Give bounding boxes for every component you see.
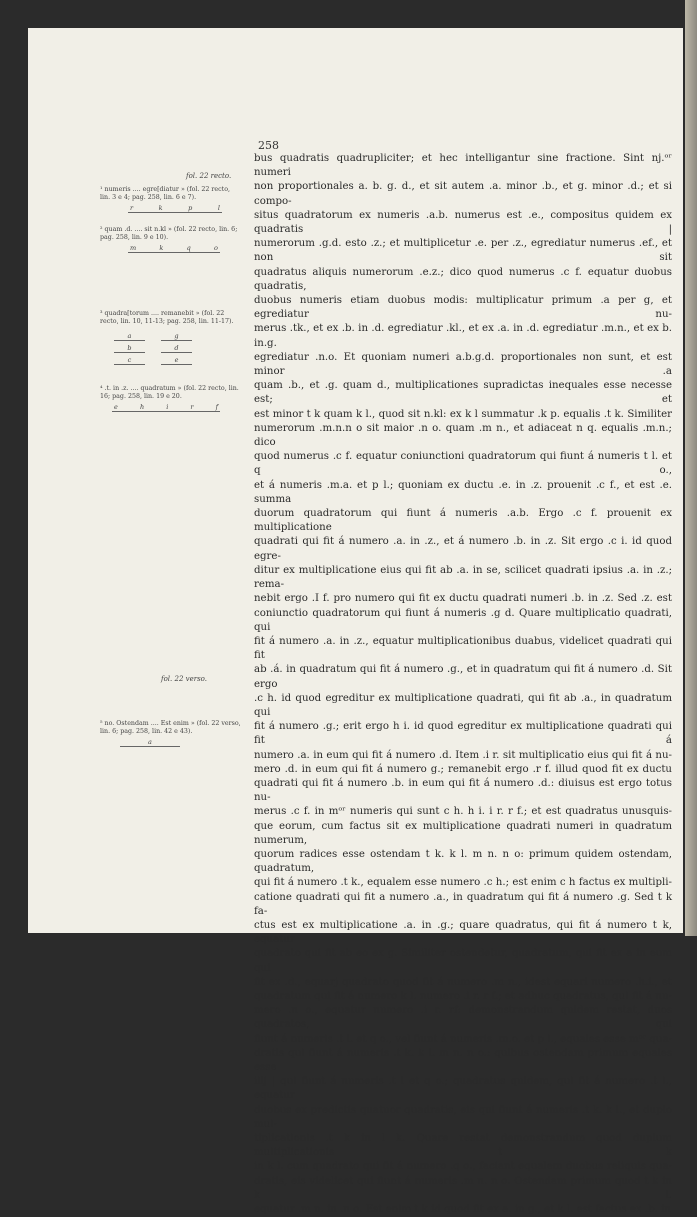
fig-letter: e <box>114 403 118 411</box>
text-line: merus .c f. in mᵒʳ numeris qui sunt c h. h i. i r. r f.; et est quadratus unusquis- <box>254 806 672 818</box>
fig-letter: o <box>214 244 218 252</box>
text-line: dratis qui fiunt á numeris .t k. k l. m n. n o.: quibus ostendam primum equales esse <box>254 1047 672 1073</box>
text-line: ab .á. in quadratum qui fit á numero .g., et in quadratum qui fit á numero .d. Sit ergo <box>254 664 672 690</box>
note-figure-2 <box>128 244 220 253</box>
folio-reference-recto: fol. 22 recto. <box>186 172 232 180</box>
text-line: fit á numero .a. in .z., equatur multiplicationibus duabus, videlicet quadrati qui fit <box>254 635 672 662</box>
text-line: tiplicationis .t k in l k. Quare restat demonstrandum quod duplum multiplicationis t k <box>254 1133 672 1159</box>
book-page <box>28 28 683 1216</box>
fig-letter: m <box>130 244 137 252</box>
text-line: fiunt á numeris .t l. et q o., vel fiunt á numeris .m.o. et p l., equales esse mᵒʳ qua- <box>254 1033 672 1045</box>
margin-note-2 <box>100 226 242 253</box>
text-line: que eorum, cum factus sit ex multiplicatione quadrati numeri in quadratum numerum, <box>254 820 672 846</box>
note-text: ³ quadra[torum .... remanebit » (fol. 22 recto, lin. 10, 11-13; pag. 258, lin. 11-17). <box>100 310 234 325</box>
text-line: et á numeris .m.a. et p l.; quoniam ex ductu .e. in .z. prouenit .c f., et est .e. summa <box>254 479 672 505</box>
fig-letter: k <box>159 244 164 252</box>
text-line: nebit ergo .I f. pro numero qui fit ex ductu quadrati numeri .b. in .z. Sed .z. est <box>254 593 672 605</box>
text-line: quadrato qui fit ab eo ex g. Similiter ostendetur, quadratum, qui fit ex a in eum qui <box>254 948 672 974</box>
text-line: numerorum .g.d. esto .z.; et multiplicetur .e. per .z., egrediatur numerus .ef., et non sit <box>254 238 672 264</box>
margin-note-3 <box>100 310 242 365</box>
fig-letter: h <box>139 403 145 411</box>
text-line: qui fit á numero .t k., equalem esse numero .c h.; est enim c h factus ex multipli- <box>254 877 672 889</box>
text-line: duorum quadratorum qui fiunt á numeris .a.b. Ergo .c f. prouenit ex multiplicatione <box>254 508 672 534</box>
note-text: ² quam .d. .... sit n.kl » (fol. 22 recto, lin. 6; pag. 258, lin. 9 e 10). <box>100 226 238 241</box>
fig-letter: r <box>130 204 134 212</box>
note-text: ⁵ no. Ostendam .... Est enim » (fol. 22 verso, lin. 6; pag. 258, lin. 42 e 43). <box>100 720 241 735</box>
fig-letter: a <box>114 332 145 341</box>
text-line: est minor t k quam k l., quod sit n.kl: ex k l summatur .k p. equalis .t k. Similiter <box>254 408 672 420</box>
page-number: 258 <box>258 139 279 152</box>
text-line: ditur ex multiplicatione eius qui fit ab .a. in se, scilicet quadrati ipsius .a. in .z.; rema- <box>254 564 672 591</box>
fig-letter: i <box>166 403 169 411</box>
text-line: bus quadratis quadrupliciter; et hec intelligantur sine fractione. Sint nj.ᵒʳ numeri <box>254 153 672 179</box>
text-line: quadratus aliquis numerorum .e.z.; dico quod numerus .c f. equatur duobus quadratis, <box>254 266 672 292</box>
text-line: quadrati qui fit á numero .a. in .z., et á numero .b. in .z. Sit ergo .c i. id quod egre- <box>254 536 672 562</box>
text-line: mero .d. in eum qui fit á numero g.; remanebit ergo .r f. illud quod fit ex ductu <box>254 763 672 775</box>
page-edge <box>685 0 697 936</box>
text-line: egrediatur .n.o. Et quoniam numeri a.b.g.d. proportionales non sunt, et est minor .a <box>254 351 672 378</box>
text-line: in k l. cum quadrato qui fit á numero .q o., faciant equalem duobus reliquis qua- <box>254 1161 672 1173</box>
note-figure-4 <box>112 403 220 412</box>
text-line: coniunctio quadratorum qui fiunt á numeris .g d. Quare multiplicatio quadrati, qui <box>254 607 672 633</box>
fig-letter: q <box>186 244 191 252</box>
text-line: duobus numeris etiam duobus modis: multiplicatur primum .a per g, et egrediatur nu- <box>254 295 672 321</box>
text-line: fit ex .d., equarj quadrato quod fit á numero .m n., idest equari numero .h.i., et <box>254 976 672 988</box>
fig-letter: l <box>217 204 220 212</box>
text-line: quadrati qui fit á numero .b. in eum qui fit á numero .d.: diuisus est ergo totus nu- <box>254 777 672 804</box>
text-line: illj | qui fiunt á numeris .t l et q o.; quadratus quidem, qui fit á numero .t l., equatur <box>254 1076 672 1102</box>
text-line: fit á numero .g.; erit ergo h i. id quod egreditur ex multiplicatione quadrati qui fit á <box>254 721 672 747</box>
margin-note-1 <box>100 186 242 213</box>
text-line: dratis, eis videlicet qui fiunt á numeris .m n. n o. Ostendam primum quod t k in k l. <box>254 1175 672 1201</box>
text-line: .c h. id quod egreditur ex multiplicatione quadrati, qui fit ab .a., in quadratum qui <box>254 692 672 718</box>
main-text <box>254 152 672 1217</box>
fig-letter: k <box>158 204 163 212</box>
text-line: duobus ex predictis quatuor quadratis, eis qui fiunt á numeris .t k. k l., et duplo mul- <box>254 1104 672 1130</box>
text-line: quod numerus .c f. equatur coniunctioni quadratorum qui fiunt á numeris t l. et q o., <box>254 451 672 477</box>
fig-letter: r <box>190 403 194 411</box>
text-line: quadratum qui fit á numero k l. numero .i r. r f.; et adhuc quadratus, qui fit á nu- <box>254 990 672 1002</box>
folio-reference-verso: fol. 22 verso. <box>161 675 207 683</box>
fig-letter: e <box>161 356 192 365</box>
note-figure-1 <box>128 204 222 213</box>
margin-note-5 <box>100 720 242 747</box>
note-figure-5: a <box>120 738 180 747</box>
text-line: catione quadrati qui fit a numero .a., in quadratum qui fit á numero .g. Sed t k fa- <box>254 891 672 917</box>
note-figure-3 <box>114 332 192 365</box>
text-line: ctus est ex multiplicatione .a. in .g.; quare quadratus, qui fit á numero t k, equatur <box>254 919 672 946</box>
text-line: quam .b., et .g. quam d., multiplicationes supradictas inequales esse necesse est; et <box>254 380 672 406</box>
text-line: numero .a. in eum qui fit á numero .d. Item .i r. sit multiplicatio eius qui fit á nu- <box>254 749 672 761</box>
text-line: mero .n o., equatur numero .i r. rf: demonstrandum quidem restat, duos quadratos, qui <box>254 1005 672 1031</box>
text-line: situs quadratorum ex numeris .a.b. numerus est .e., compositus quidem ex quadratis | <box>254 209 672 236</box>
fig-letter: f <box>215 403 218 411</box>
text-line: merus .tk., et ex .b. in .d. egrediatur .kl., et ex .a. in .d. egrediatur .m.n., et ex b. in.g. <box>254 323 672 349</box>
note-text: ¹ numeris .... egre[diatur » (fol. 22 recto, lin. 3 e 4; pag. 258, lin. 6 e 7). <box>100 186 230 201</box>
fig-letter: p <box>188 204 193 212</box>
note-text: ⁴ .t. in .z. .... quadratum » (fol. 22 recto, lin. 16; pag. 258, lin. 19 e 20. <box>100 385 239 400</box>
text-line: equatur .m n. in .n o. Est enim t k id quod fit ex a. in g., et k l. est factus ex .b. in <box>254 1204 671 1216</box>
fig-letter: g <box>161 332 192 341</box>
fig-letter: d <box>161 344 192 353</box>
text-line: quorum radices esse ostendam t k. k l. m n. n o: primum quidem ostendam, quadratum, <box>254 848 672 875</box>
text-line: non proportionales a. b. g. d., et sit autem .a. minor .b., et g. minor .d.; et si compo- <box>254 181 672 207</box>
margin-note-4 <box>100 385 242 412</box>
fig-letter: c <box>114 356 145 365</box>
fig-letter: b <box>114 344 145 353</box>
text-line: numerorum .m.n.n o sit maior .n o. quam .m n., et adiaceat n q. equalis .m.n.; dico <box>254 422 672 449</box>
